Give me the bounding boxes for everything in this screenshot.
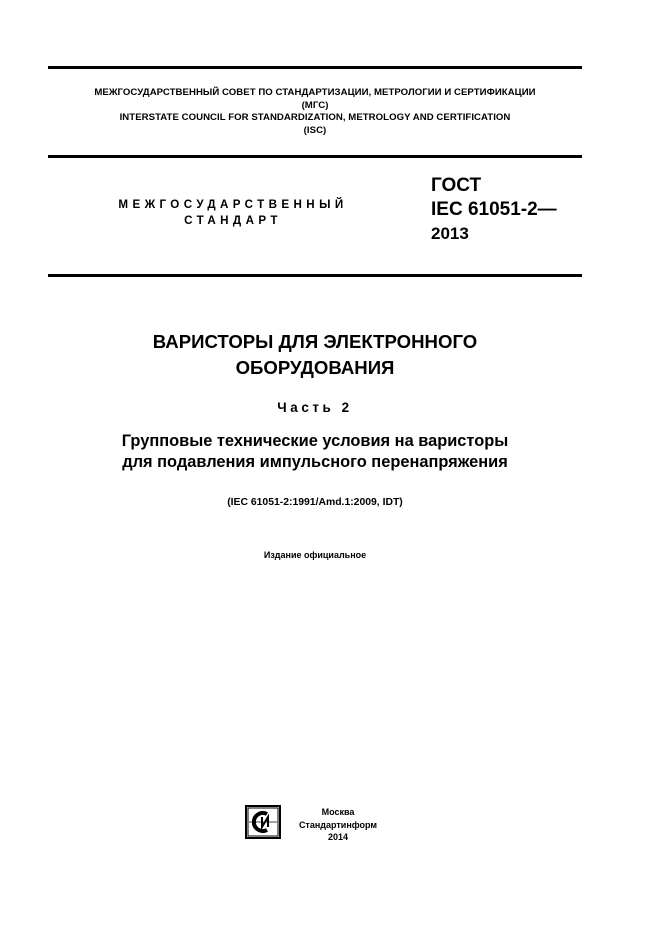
standard-kind-line2: СТАНДАРТ (184, 214, 282, 227)
designation-prefix: ГОСТ (431, 175, 482, 196)
standard-designation (431, 174, 557, 246)
iec-reference: (IEC 61051-2:1991/Amd.1:2009, IDT) (227, 497, 403, 508)
designation-year: 2013 (431, 224, 469, 243)
subtitle-line1: Групповые технические условия на варисторы (121, 432, 509, 450)
council-header (48, 87, 582, 137)
standartinform-logo-icon (245, 805, 281, 839)
part-label: Часть 2 (277, 400, 353, 415)
council-name-ru: МЕЖГОСУДАРСТВЕННЫЙ СОВЕТ ПО СТАНДАРТИЗАЦИИ, МЕТРОЛОГИИ И СЕРТИФИКАЦИИ (94, 87, 536, 98)
header-divider (48, 155, 582, 158)
title-line1: ВАРИСТОРЫ ДЛЯ ЭЛЕКТРОННОГО (152, 331, 478, 352)
council-name-en: INTERSTATE COUNCIL FOR STANDARDIZATION, METROLOGY AND CERTIFICATION (119, 112, 511, 124)
publisher-block (290, 806, 386, 844)
top-divider (48, 66, 582, 69)
designation-number: IEC 61051-2— (431, 199, 557, 220)
subtitle-line2: для подавления импульсного перенапряжения (122, 453, 508, 471)
document-subtitle (48, 431, 582, 473)
edition-label: Издание официальное (263, 550, 367, 560)
title-line2: ОБОРУДОВАНИЯ (235, 357, 395, 378)
council-abbr-en: (ISC) (303, 124, 327, 136)
publication-year: 2014 (327, 832, 349, 842)
council-abbr-ru: (МГС) (301, 99, 329, 111)
publisher-name: Стандартинформ (298, 819, 378, 830)
publisher-city: Москва (321, 807, 355, 817)
standard-kind-line1: МЕЖГОСУДАРСТВЕННЫЙ (118, 198, 348, 211)
document-title (48, 329, 582, 381)
standard-kind (48, 197, 418, 229)
designation-divider (48, 274, 582, 277)
